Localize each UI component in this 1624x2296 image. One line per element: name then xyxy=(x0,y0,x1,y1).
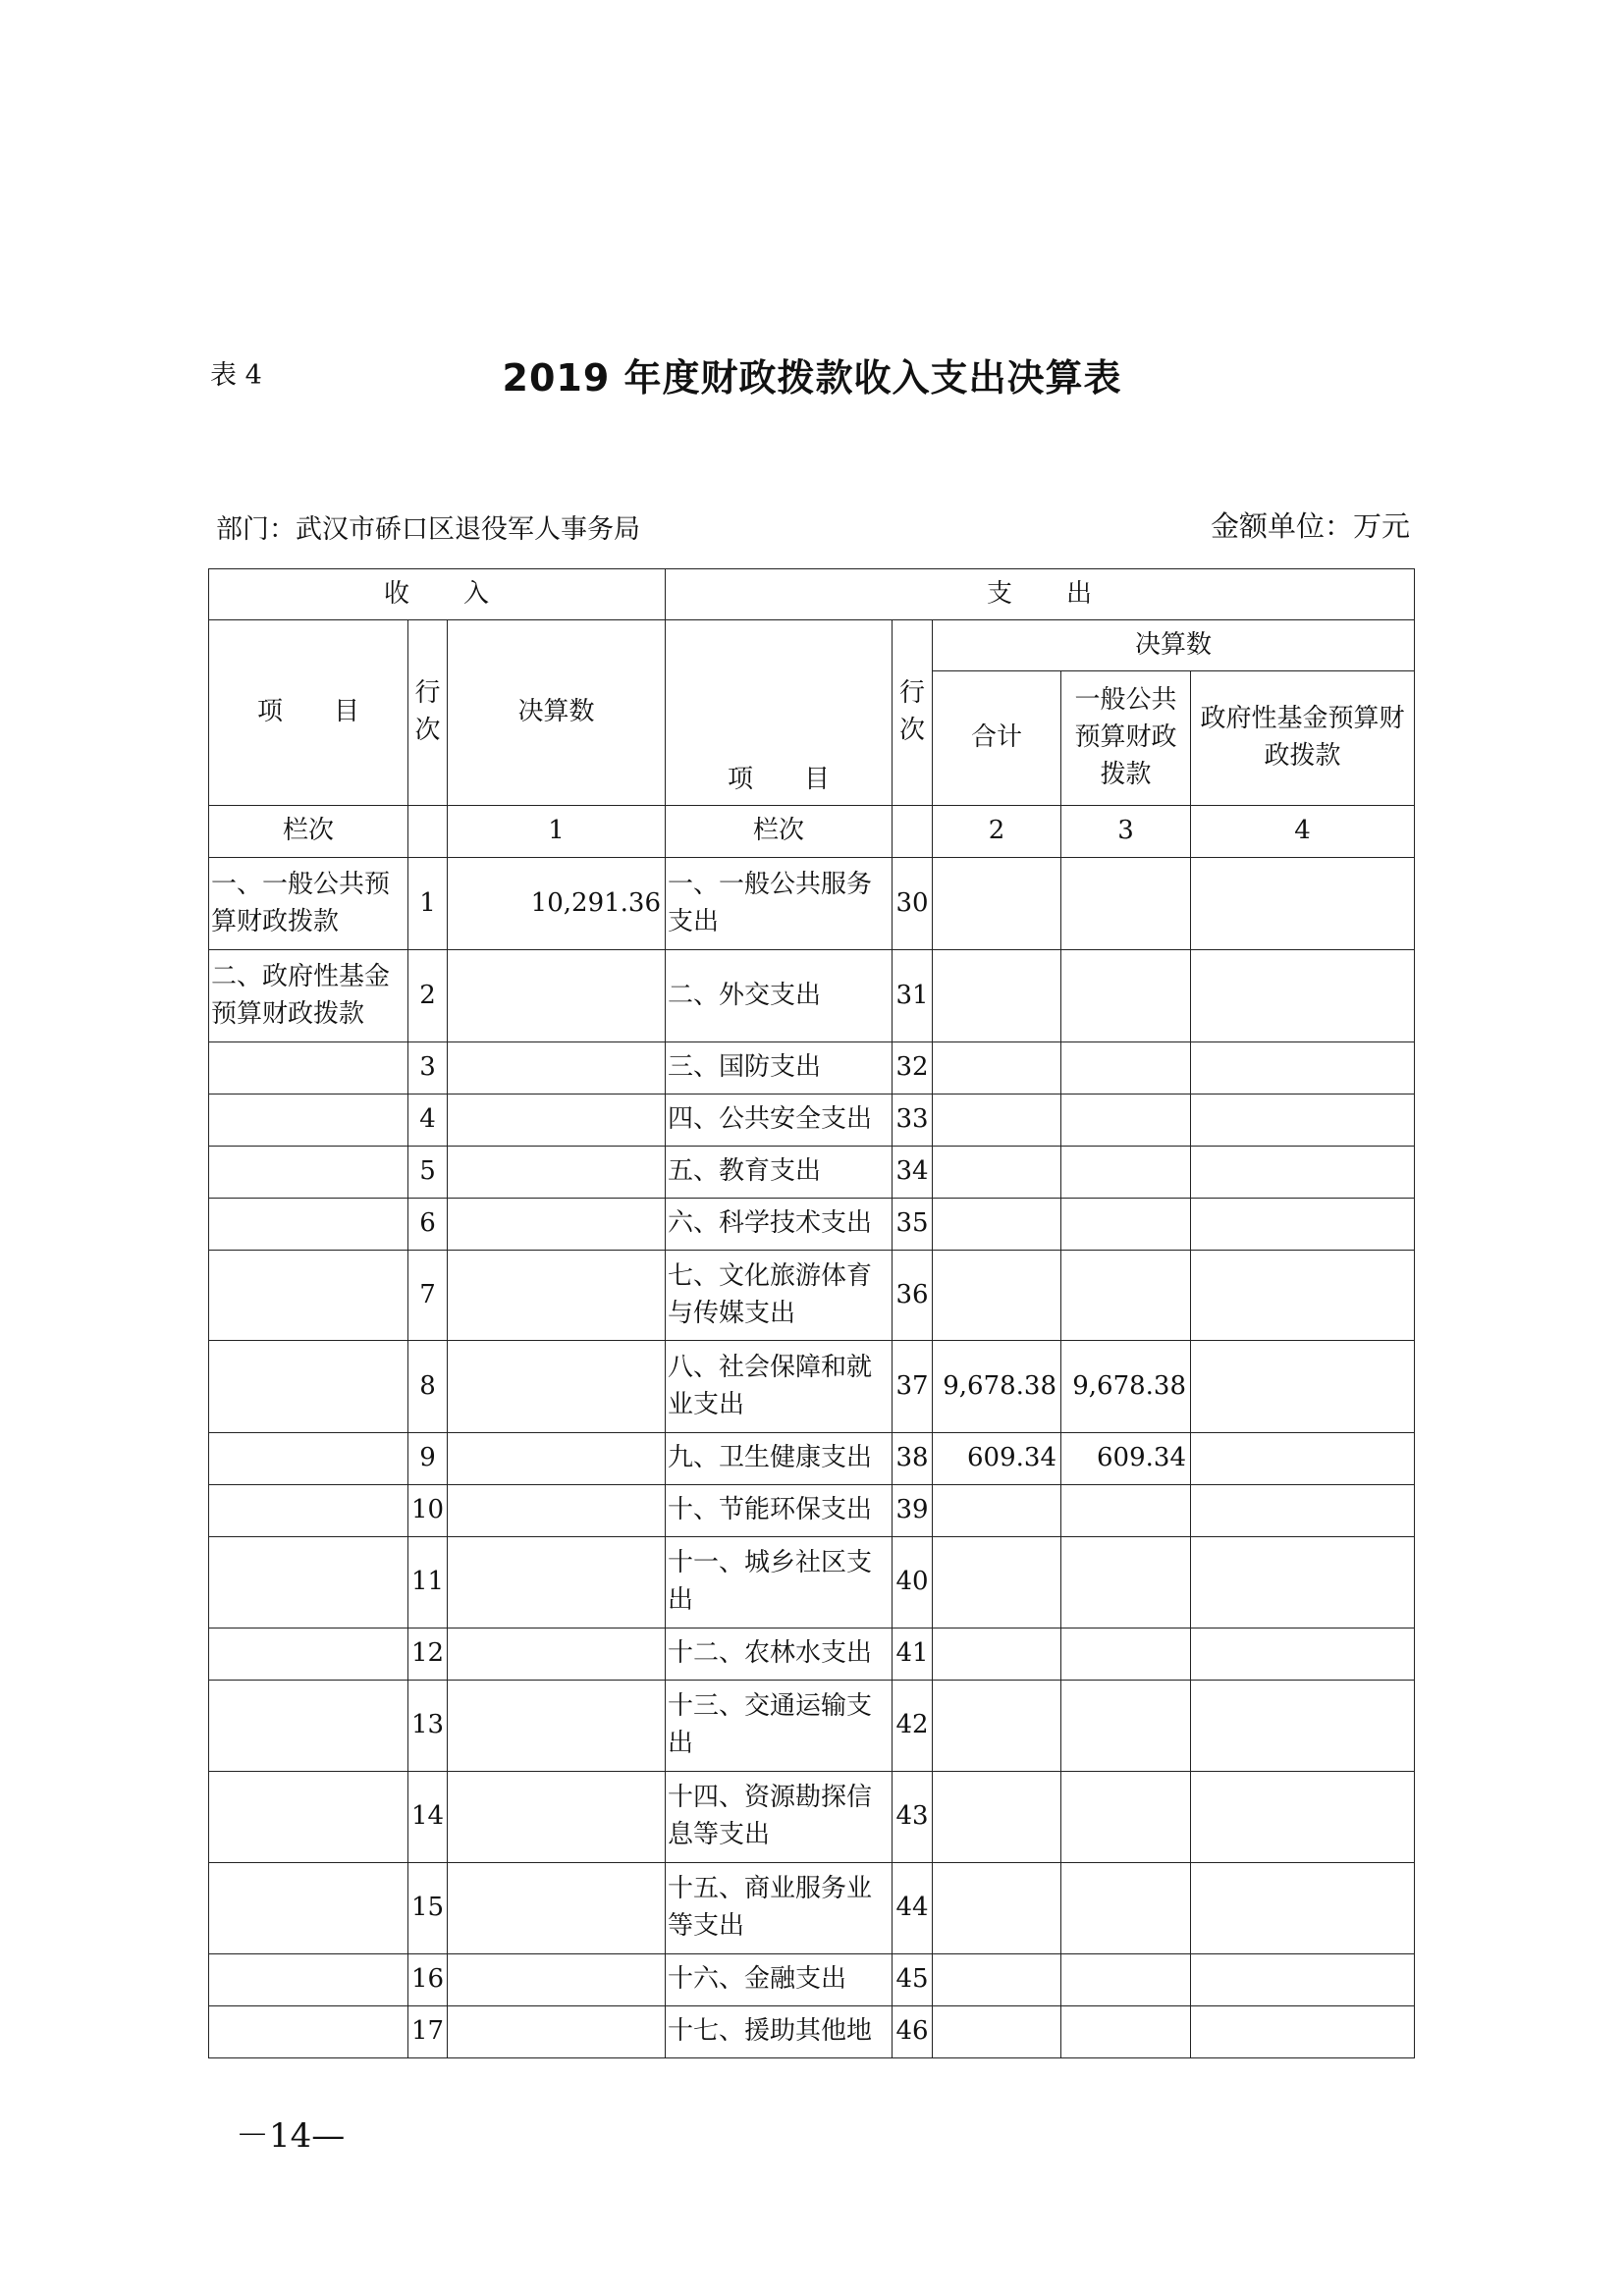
income-row-no-cell: 2 xyxy=(408,950,448,1042)
income-amount-cell xyxy=(448,1199,666,1251)
table-row xyxy=(209,1629,1415,1681)
col-num-2: 2 xyxy=(933,806,1061,858)
expense-general-budget-cell: 609.34 xyxy=(1061,1433,1191,1485)
expense-gov-fund-cell xyxy=(1191,1433,1415,1485)
expense-total-cell xyxy=(933,1042,1061,1095)
expense-amount-header: 决算数 xyxy=(933,620,1415,671)
income-item-cell xyxy=(209,1433,408,1485)
expense-total-cell xyxy=(933,858,1061,950)
expense-general-budget-cell xyxy=(1061,858,1191,950)
income-row-no-cell: 15 xyxy=(408,1863,448,1954)
expense-general-budget-cell xyxy=(1061,1681,1191,1772)
income-item-cell: 二、政府性基金预算财政拨款 xyxy=(209,950,408,1042)
expense-general-budget-cell xyxy=(1061,1537,1191,1629)
expense-row-no-cell: 30 xyxy=(893,858,933,950)
income-amount-cell xyxy=(448,1251,666,1341)
income-amount-cell xyxy=(448,2006,666,2058)
expense-row-no-cell: 39 xyxy=(893,1485,933,1537)
expense-total-cell xyxy=(933,1863,1061,1954)
expense-gov-fund-cell xyxy=(1191,1629,1415,1681)
expense-item-cell: 一、一般公共服务支出 xyxy=(666,858,893,950)
expense-general-budget-cell xyxy=(1061,1485,1191,1537)
col-num-3: 3 xyxy=(1061,806,1191,858)
expense-total-cell xyxy=(933,1147,1061,1199)
empty-cell xyxy=(893,806,933,858)
expense-total-cell xyxy=(933,1681,1061,1772)
expense-row-no-cell: 38 xyxy=(893,1433,933,1485)
income-item-cell xyxy=(209,1199,408,1251)
income-item-cell xyxy=(209,1251,408,1341)
expense-total-cell xyxy=(933,950,1061,1042)
income-row-no-cell: 13 xyxy=(408,1681,448,1772)
expense-general-budget-cell xyxy=(1061,1772,1191,1863)
expense-gov-fund-cell xyxy=(1191,1863,1415,1954)
income-row-no-cell: 17 xyxy=(408,2006,448,2058)
expense-row-no-cell: 46 xyxy=(893,2006,933,2058)
income-item-cell xyxy=(209,1095,408,1147)
income-amount-cell xyxy=(448,1629,666,1681)
income-row-no-cell: 5 xyxy=(408,1147,448,1199)
finance-table xyxy=(208,568,1415,2058)
income-amount-cell xyxy=(448,1433,666,1485)
expense-gov-fund-cell xyxy=(1191,1042,1415,1095)
expense-item-cell: 十二、农林水支出 xyxy=(666,1629,893,1681)
table-label: 表 4 xyxy=(210,360,262,391)
income-row-no-cell: 4 xyxy=(408,1095,448,1147)
income-header: 收 入 xyxy=(209,569,666,620)
expense-total-cell xyxy=(933,1485,1061,1537)
table-row xyxy=(209,1042,1415,1095)
table-row xyxy=(209,1863,1415,1954)
expense-total-cell xyxy=(933,1954,1061,2006)
income-item-cell xyxy=(209,2006,408,2058)
income-row-no-cell: 8 xyxy=(408,1341,448,1433)
empty-cell xyxy=(408,806,448,858)
table-row xyxy=(209,858,1415,950)
income-item-cell xyxy=(209,1629,408,1681)
income-item-cell: 一、一般公共预算财政拨款 xyxy=(209,858,408,950)
income-row-no-cell: 12 xyxy=(408,1629,448,1681)
expense-item-cell: 十七、援助其他地 xyxy=(666,2006,893,2058)
income-row-no-header: 行次 xyxy=(408,620,448,806)
expense-row-no-cell: 45 xyxy=(893,1954,933,2006)
expense-general-budget-cell xyxy=(1061,1629,1191,1681)
income-row-no-cell: 10 xyxy=(408,1485,448,1537)
expense-gov-fund-cell xyxy=(1191,1681,1415,1772)
expense-item-cell: 十五、商业服务业等支出 xyxy=(666,1863,893,1954)
expense-row-no-cell: 32 xyxy=(893,1042,933,1095)
income-item-cell xyxy=(209,1772,408,1863)
table-row xyxy=(209,2006,1415,2058)
income-item-cell xyxy=(209,1681,408,1772)
expense-total-cell xyxy=(933,1537,1061,1629)
expense-item-cell: 十一、城乡社区支出 xyxy=(666,1537,893,1629)
income-row-no-cell: 16 xyxy=(408,1954,448,2006)
income-amount-cell xyxy=(448,1954,666,2006)
expense-item-cell: 十四、资源勘探信息等支出 xyxy=(666,1772,893,1863)
expense-gov-fund-cell xyxy=(1191,858,1415,950)
expense-gov-fund-cell xyxy=(1191,1341,1415,1433)
expense-gov-fund-cell xyxy=(1191,1537,1415,1629)
table-row xyxy=(209,1251,1415,1341)
expense-row-no-cell: 37 xyxy=(893,1341,933,1433)
expense-col-label: 栏次 xyxy=(666,806,893,858)
expense-total-cell xyxy=(933,1095,1061,1147)
department-label: 部门：武汉市硚口区退役军人事务局 xyxy=(216,514,640,545)
income-row-no-cell: 14 xyxy=(408,1772,448,1863)
expense-item-cell: 九、卫生健康支出 xyxy=(666,1433,893,1485)
table-row xyxy=(209,1485,1415,1537)
expense-item-cell: 七、文化旅游体育与传媒支出 xyxy=(666,1251,893,1341)
expense-row-no-cell: 44 xyxy=(893,1863,933,1954)
expense-general-budget-cell: 9,678.38 xyxy=(1061,1341,1191,1433)
page-title: 2019 年度财政拨款收入支出决算表 xyxy=(502,356,1122,400)
income-item-cell xyxy=(209,1042,408,1095)
table-row xyxy=(209,1537,1415,1629)
table-row xyxy=(209,1681,1415,1772)
col-num-1: 1 xyxy=(448,806,666,858)
income-amount-cell xyxy=(448,1341,666,1433)
expense-item-header: 项 目 xyxy=(666,620,893,806)
table-row xyxy=(209,1433,1415,1485)
expense-general-budget-cell xyxy=(1061,950,1191,1042)
income-item-cell xyxy=(209,1147,408,1199)
expense-general-budget-cell xyxy=(1061,1147,1191,1199)
income-item-cell xyxy=(209,1341,408,1433)
expense-gov-fund-cell xyxy=(1191,1485,1415,1537)
expense-total-cell: 9,678.38 xyxy=(933,1341,1061,1433)
expense-item-cell: 二、外交支出 xyxy=(666,950,893,1042)
expense-general-budget-cell xyxy=(1061,1251,1191,1341)
expense-row-no-cell: 43 xyxy=(893,1772,933,1863)
expense-total-cell xyxy=(933,1199,1061,1251)
expense-general-budget-cell xyxy=(1061,1954,1191,2006)
expense-general-budget-cell xyxy=(1061,2006,1191,2058)
table-row xyxy=(209,950,1415,1042)
expense-gov-fund-cell xyxy=(1191,1095,1415,1147)
income-item-cell xyxy=(209,1537,408,1629)
total-header: 合计 xyxy=(933,671,1061,806)
income-amount-cell xyxy=(448,1042,666,1095)
table-row xyxy=(209,1147,1415,1199)
income-item-cell xyxy=(209,1485,408,1537)
expense-item-cell: 十六、金融支出 xyxy=(666,1954,893,2006)
table-row xyxy=(209,1199,1415,1251)
expense-total-cell xyxy=(933,2006,1061,2058)
income-amount-cell xyxy=(448,1681,666,1772)
table-row xyxy=(209,1954,1415,2006)
expense-row-no-cell: 31 xyxy=(893,950,933,1042)
income-amount-cell: 10,291.36 xyxy=(448,858,666,950)
expense-gov-fund-cell xyxy=(1191,1147,1415,1199)
expense-total-cell xyxy=(933,1772,1061,1863)
expense-item-cell: 五、教育支出 xyxy=(666,1147,893,1199)
income-row-no-cell: 3 xyxy=(408,1042,448,1095)
expense-header: 支 出 xyxy=(666,569,1415,620)
income-item-cell xyxy=(209,1954,408,2006)
income-amount-cell xyxy=(448,1147,666,1199)
expense-row-no-cell: 35 xyxy=(893,1199,933,1251)
expense-general-budget-cell xyxy=(1061,1042,1191,1095)
income-amount-cell xyxy=(448,1772,666,1863)
expense-row-no-cell: 36 xyxy=(893,1251,933,1341)
expense-gov-fund-cell xyxy=(1191,1199,1415,1251)
expense-item-cell: 四、公共安全支出 xyxy=(666,1095,893,1147)
expense-total-cell xyxy=(933,1629,1061,1681)
general-budget-header: 一般公共预算财政拨款 xyxy=(1061,671,1191,806)
income-row-no-cell: 6 xyxy=(408,1199,448,1251)
income-item-cell xyxy=(209,1863,408,1954)
col-num-4: 4 xyxy=(1191,806,1415,858)
page-number: －14— xyxy=(236,2116,346,2156)
amount-unit-label: 金额单位：万元 xyxy=(1210,509,1410,543)
income-row-no-cell: 9 xyxy=(408,1433,448,1485)
income-row-no-cell: 7 xyxy=(408,1251,448,1341)
expense-gov-fund-cell xyxy=(1191,2006,1415,2058)
table-row xyxy=(209,1341,1415,1433)
gov-fund-header: 政府性基金预算财政拨款 xyxy=(1191,671,1415,806)
expense-general-budget-cell xyxy=(1061,1199,1191,1251)
expense-row-no-cell: 33 xyxy=(893,1095,933,1147)
expense-gov-fund-cell xyxy=(1191,1954,1415,2006)
expense-row-no-cell: 34 xyxy=(893,1147,933,1199)
expense-total-cell: 609.34 xyxy=(933,1433,1061,1485)
income-amount-cell xyxy=(448,1095,666,1147)
table-row xyxy=(209,1772,1415,1863)
expense-item-cell: 六、科学技术支出 xyxy=(666,1199,893,1251)
income-amount-cell xyxy=(448,1863,666,1954)
expense-item-cell: 十三、交通运输支出 xyxy=(666,1681,893,1772)
expense-gov-fund-cell xyxy=(1191,1772,1415,1863)
expense-general-budget-cell xyxy=(1061,1863,1191,1954)
expense-row-no-header: 行次 xyxy=(893,620,933,806)
expense-total-cell xyxy=(933,1251,1061,1341)
expense-gov-fund-cell xyxy=(1191,950,1415,1042)
income-amount-cell xyxy=(448,950,666,1042)
expense-row-no-cell: 40 xyxy=(893,1537,933,1629)
income-row-no-cell: 1 xyxy=(408,858,448,950)
income-item-header: 项 目 xyxy=(209,620,408,806)
expense-item-cell: 三、国防支出 xyxy=(666,1042,893,1095)
income-amount-header: 决算数 xyxy=(448,620,666,806)
income-amount-cell xyxy=(448,1537,666,1629)
income-row-no-cell: 11 xyxy=(408,1537,448,1629)
expense-row-no-cell: 42 xyxy=(893,1681,933,1772)
expense-item-cell: 八、社会保障和就业支出 xyxy=(666,1341,893,1433)
expense-row-no-cell: 41 xyxy=(893,1629,933,1681)
expense-general-budget-cell xyxy=(1061,1095,1191,1147)
income-col-label: 栏次 xyxy=(209,806,408,858)
expense-gov-fund-cell xyxy=(1191,1251,1415,1341)
income-amount-cell xyxy=(448,1485,666,1537)
table-row xyxy=(209,1095,1415,1147)
expense-item-cell: 十、节能环保支出 xyxy=(666,1485,893,1537)
